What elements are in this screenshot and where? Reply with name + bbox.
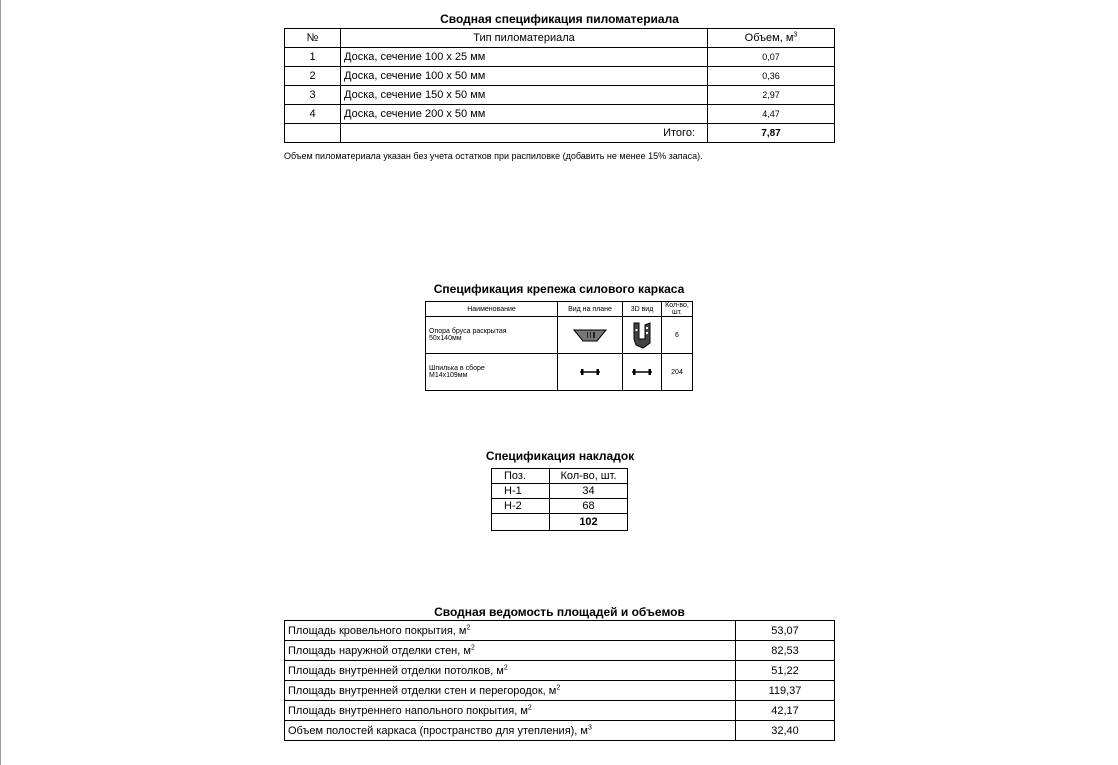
row-name-line2: 50х140мм bbox=[429, 335, 462, 342]
table-header-row bbox=[492, 469, 628, 484]
row-volume: 0,07 bbox=[708, 48, 835, 67]
total-row bbox=[492, 514, 628, 531]
threaded-rod-plan-icon bbox=[579, 368, 601, 376]
row-3d-view bbox=[623, 354, 662, 391]
overlay-spec-table bbox=[491, 468, 628, 531]
table-row bbox=[285, 661, 835, 681]
total-empty-cell bbox=[285, 124, 341, 143]
total-value: 7,87 bbox=[708, 124, 835, 143]
table-row bbox=[285, 681, 835, 701]
beam-support-plan-icon bbox=[573, 328, 607, 342]
row-label: Площадь наружной отделки стен, $м^2$ bbox=[285, 641, 736, 661]
row-name-line2: М14х109мм bbox=[429, 372, 468, 379]
table-header-row bbox=[285, 29, 835, 48]
row-num: 3 bbox=[285, 86, 341, 105]
row-name-line1: Опора бруса раскрытая bbox=[429, 328, 507, 335]
total-label: Итого: bbox=[341, 124, 708, 143]
row-value: 42,17 bbox=[736, 701, 835, 721]
row-num: 4 bbox=[285, 105, 341, 124]
table-row bbox=[285, 48, 835, 67]
total-value: 102 bbox=[550, 514, 628, 531]
table-row bbox=[285, 641, 835, 661]
page-edge bbox=[0, 0, 1, 765]
threaded-rod-3d-icon bbox=[631, 368, 653, 376]
table-row bbox=[285, 621, 835, 641]
header-3d: 3D вид bbox=[623, 302, 662, 317]
table-row bbox=[492, 484, 628, 499]
row-label: Объем полостей каркаса (пространство для утепления), $м^3$ bbox=[285, 721, 736, 741]
row-type: Доска, сечение 100 х 25 мм bbox=[341, 48, 708, 67]
table-row bbox=[285, 105, 835, 124]
table-row bbox=[285, 721, 835, 741]
row-num: 1 bbox=[285, 48, 341, 67]
header-pos: Поз. bbox=[492, 469, 550, 484]
row-label: Площадь внутренней отделки потолков, $м^2$ bbox=[285, 661, 736, 681]
row-volume: 2,97 bbox=[708, 86, 835, 105]
header-qty: Кол-во, шт. bbox=[550, 469, 628, 484]
row-value: 32,40 bbox=[736, 721, 835, 741]
row-3d-view bbox=[623, 317, 662, 354]
row-name bbox=[426, 354, 558, 391]
row-pos: Н-1 bbox=[492, 484, 550, 499]
table-row bbox=[426, 317, 693, 354]
lumber-note: Объем пиломатериала указан без учета остатков при распиловке (добавить не менее 15% запаса). bbox=[284, 151, 703, 161]
fastener-spec-table bbox=[425, 301, 693, 391]
row-volume: 0,36 bbox=[708, 67, 835, 86]
total-row bbox=[285, 124, 835, 143]
row-type: Доска, сечение 100 х 50 мм bbox=[341, 67, 708, 86]
row-type: Доска, сечение 150 х 50 мм bbox=[341, 86, 708, 105]
row-qty: 68 bbox=[550, 499, 628, 514]
row-label: Площадь внутренней отделки стен и перегородок, $м^2$ bbox=[285, 681, 736, 701]
row-type: Доска, сечение 200 х 50 мм bbox=[341, 105, 708, 124]
fastener-spec-title: Спецификация крепежа силового каркаса bbox=[433, 282, 685, 296]
table-row bbox=[285, 86, 835, 105]
row-value: 82,53 bbox=[736, 641, 835, 661]
row-pos: Н-2 bbox=[492, 499, 550, 514]
areas-spec-title: Сводная ведомость площадей и объемов bbox=[434, 605, 685, 619]
overlay-spec-title: Спецификация накладок bbox=[485, 449, 635, 463]
row-value: 51,22 bbox=[736, 661, 835, 681]
row-name bbox=[426, 317, 558, 354]
row-qty: 6 bbox=[662, 317, 693, 354]
row-qty: 34 bbox=[550, 484, 628, 499]
row-name-line1: Шпилька в сборе bbox=[429, 365, 485, 372]
header-num: № bbox=[285, 29, 341, 48]
table-row bbox=[285, 701, 835, 721]
row-volume: 4,47 bbox=[708, 105, 835, 124]
row-plan-view bbox=[558, 354, 623, 391]
lumber-spec-title: Сводная спецификация пиломатериала bbox=[440, 12, 679, 26]
areas-spec-table bbox=[284, 620, 835, 741]
row-label: Площадь внутреннего напольного покрытия, $м^2$ bbox=[285, 701, 736, 721]
row-num: 2 bbox=[285, 67, 341, 86]
row-value: 119,37 bbox=[736, 681, 835, 701]
table-header-row bbox=[426, 302, 693, 317]
row-label: Площадь кровельного покрытия, $м^2$ bbox=[285, 621, 736, 641]
table-row bbox=[285, 67, 835, 86]
header-type: Тип пиломатериала bbox=[341, 29, 708, 48]
lumber-spec-table bbox=[284, 28, 835, 143]
row-plan-view bbox=[558, 317, 623, 354]
total-empty-cell bbox=[492, 514, 550, 531]
header-volume: Объем, $м^3$ bbox=[708, 29, 835, 48]
header-plan: Вид на плане bbox=[558, 302, 623, 317]
beam-support-3d-icon bbox=[631, 321, 653, 349]
header-qty: Кол-во, шт. bbox=[662, 302, 693, 317]
row-qty: 204 bbox=[662, 354, 693, 391]
header-name: Наименование bbox=[426, 302, 558, 317]
row-value: 53,07 bbox=[736, 621, 835, 641]
table-row bbox=[426, 354, 693, 391]
table-row bbox=[492, 499, 628, 514]
